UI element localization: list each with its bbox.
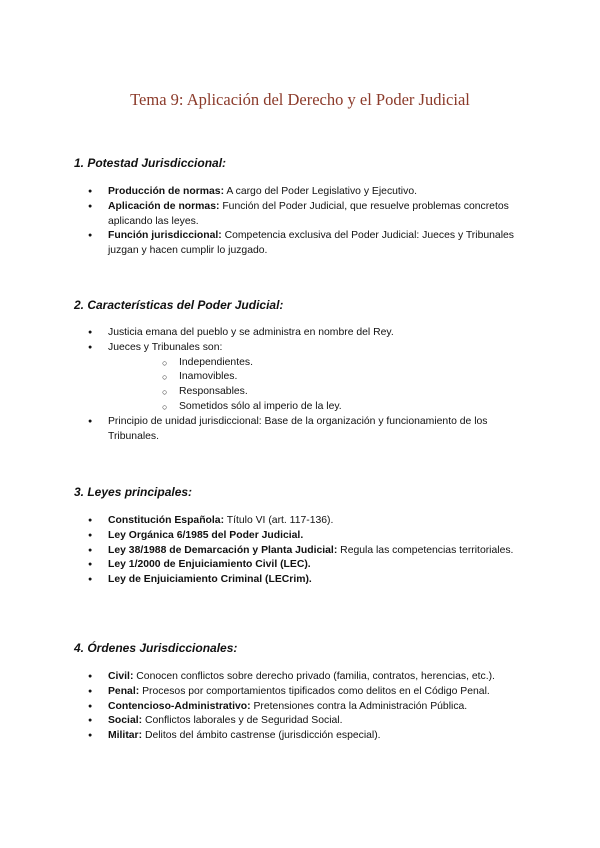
item-term: Ley Orgánica 6/1985 del Poder Judicial. bbox=[108, 529, 304, 541]
item-term: Contencioso-Administrativo: bbox=[108, 700, 251, 712]
sub-list-item: ○ Inamovibles. bbox=[108, 370, 534, 385]
list-item: ● Justicia emana del pueblo y se administra en nombre del Rey. bbox=[74, 326, 534, 341]
list-item bbox=[74, 529, 534, 544]
item-text: Función del Poder Judicial, que resuelve problemas concretos aplicando las leyes. bbox=[108, 200, 509, 227]
bullet-list bbox=[74, 326, 534, 444]
list-item bbox=[74, 729, 534, 744]
bullet-list bbox=[74, 185, 534, 259]
section-heading: 4. Órdenes Jurisdiccionales: bbox=[74, 641, 238, 655]
item-term: Constitución Española: bbox=[108, 515, 225, 526]
list-item bbox=[74, 341, 534, 415]
item-term: Social: bbox=[108, 715, 143, 727]
sub-list bbox=[108, 356, 534, 415]
item-term: Función jurisdiccional: bbox=[108, 230, 222, 242]
item-text: Conocen conflictos sobre derecho privado (familia, contratos, herencias, etc.). bbox=[133, 671, 495, 682]
sub-list-item: ○ Sometidos sólo al imperio de la ley. bbox=[108, 400, 534, 415]
list-item bbox=[74, 714, 534, 729]
item-term: Penal: bbox=[108, 685, 140, 697]
document-title: Tema 9: Aplicación del Derecho y el Poder Judicial bbox=[130, 90, 470, 109]
section-heading: 2. Características del Poder Judicial: bbox=[74, 298, 284, 312]
list-item bbox=[74, 700, 534, 715]
section-potestad-jurisdiccional bbox=[74, 156, 534, 259]
item-text: Regula las competencias territoriales. bbox=[337, 544, 514, 556]
item-term: Ley 1/2000 de Enjuiciamiento Civil (LEC). bbox=[108, 559, 311, 571]
list-item: ● Principio de unidad jurisdiccional: Base de la organización y funcionamiento de los Tribunales. bbox=[74, 415, 534, 445]
section-caracteristicas-poder-judicial bbox=[74, 298, 534, 444]
item-text: Conflictos laborales y de Seguridad Social. bbox=[142, 715, 343, 727]
item-text: Delitos del ámbito castrense (jurisdicción especial). bbox=[142, 730, 381, 742]
section-heading: 1. Potestad Jurisdiccional: bbox=[74, 156, 227, 170]
item-text: A cargo del Poder Legislativo y Ejecutivo. bbox=[224, 186, 417, 197]
item-term: Ley 38/1988 de Demarcación y Planta Judicial: bbox=[108, 544, 338, 556]
list-item bbox=[74, 185, 534, 200]
list-item bbox=[74, 558, 534, 573]
section-heading: 3. Leyes principales: bbox=[74, 485, 193, 499]
item-text: Título VI (art. 117-136). bbox=[224, 515, 334, 526]
list-item bbox=[74, 573, 534, 588]
item-text: Pretensiones contra la Administración Pública. bbox=[250, 700, 468, 712]
list-item bbox=[74, 685, 534, 700]
section-ordenes-jurisdiccionales bbox=[74, 641, 534, 744]
item-term: Militar: bbox=[108, 730, 143, 742]
bullet-list bbox=[74, 514, 534, 588]
item-term: Producción de normas: bbox=[108, 186, 225, 197]
list-item bbox=[74, 544, 534, 559]
item-text: Competencia exclusiva del Poder Judicial: Jueces y Tribunales juzgan y hacen cumplir lo juzgado. bbox=[108, 230, 514, 257]
section-leyes-principales bbox=[74, 485, 534, 588]
bullet-list bbox=[74, 670, 534, 744]
item-term: Civil: bbox=[108, 671, 134, 682]
sub-list-item: ○ Independientes. bbox=[108, 356, 534, 371]
list-item bbox=[74, 514, 534, 529]
list-item bbox=[74, 670, 534, 685]
item-term: Ley de Enjuiciamiento Criminal (LECrim). bbox=[108, 574, 312, 586]
sub-list-item: ○ Responsables. bbox=[108, 385, 534, 400]
item-term: Aplicación de normas: bbox=[108, 200, 220, 212]
item-text: Procesos por comportamientos tipificados como delitos en el Código Penal. bbox=[139, 685, 490, 697]
list-item bbox=[74, 229, 534, 259]
list-item bbox=[74, 200, 534, 230]
item-text: Jueces y Tribunales son: bbox=[108, 341, 223, 353]
